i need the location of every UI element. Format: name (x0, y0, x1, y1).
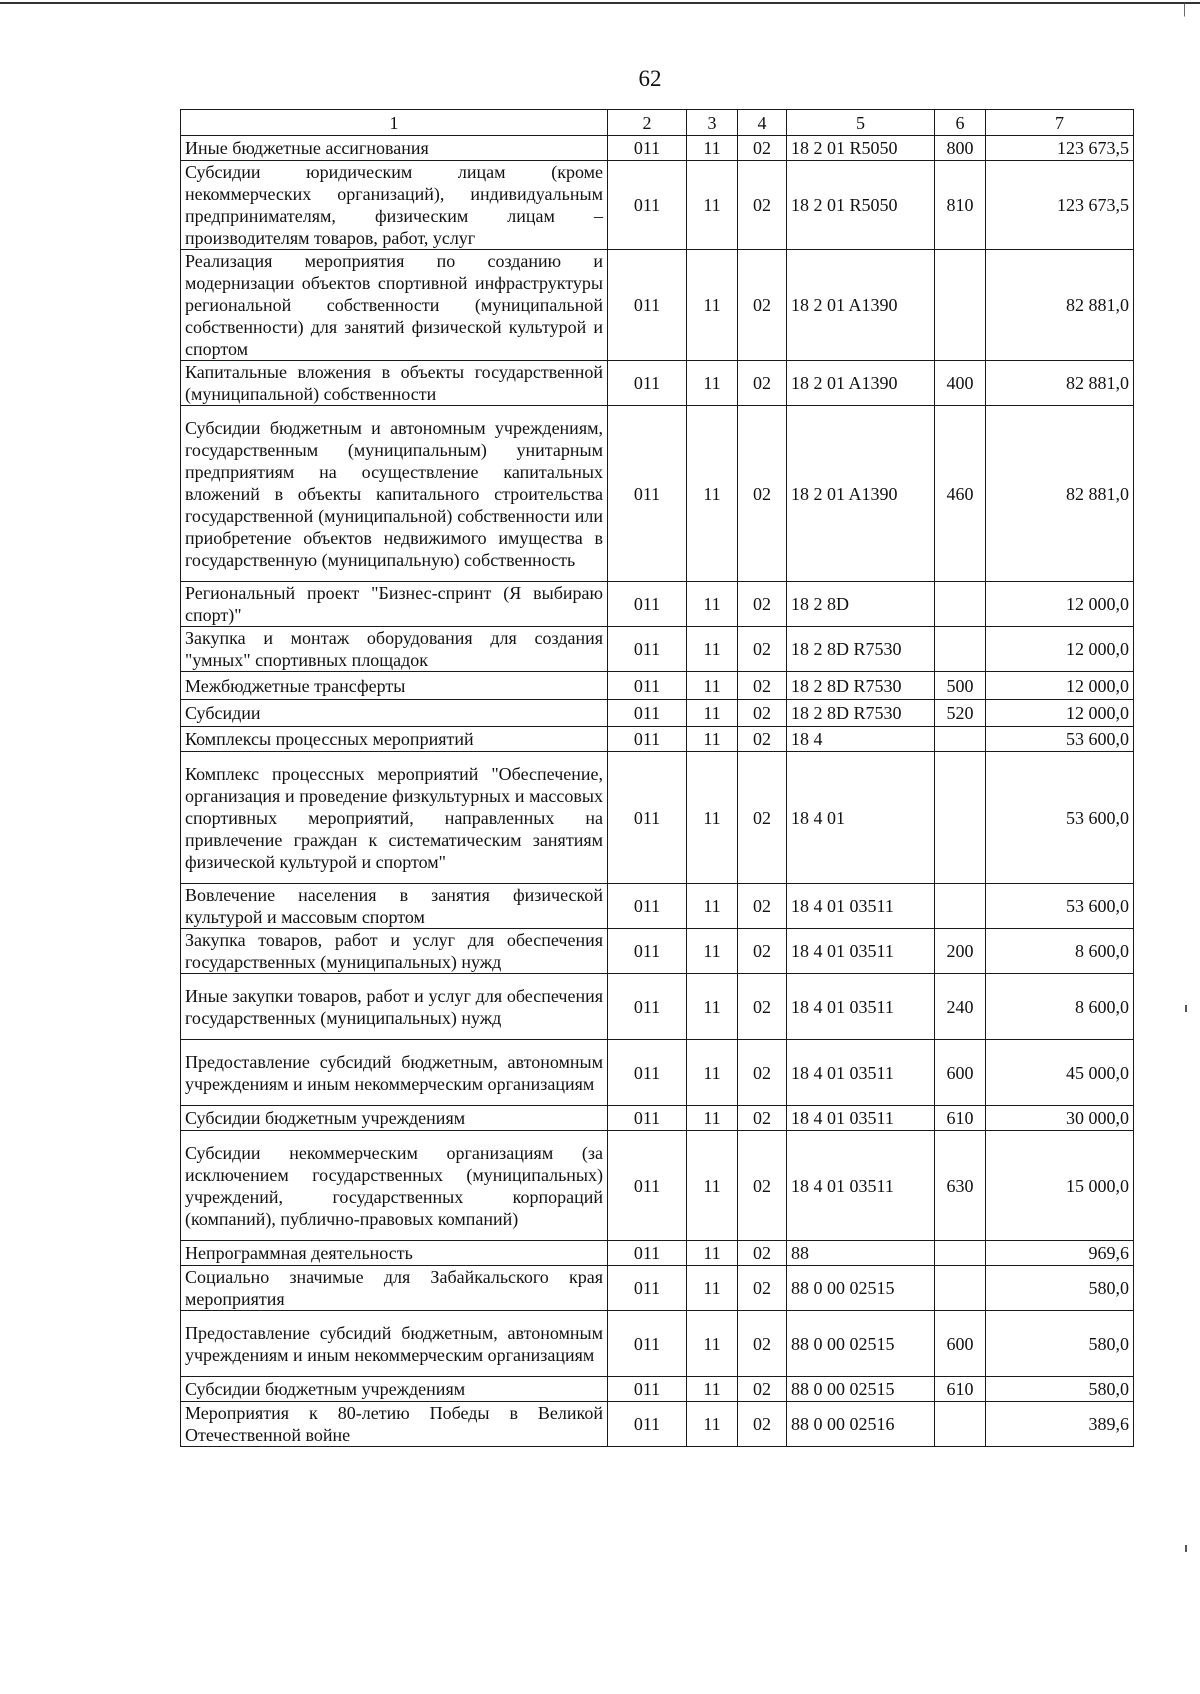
cell-col-5: 18 2 8D R7530 (787, 627, 935, 672)
cell-col-5: 18 2 8D R7530 (787, 672, 935, 700)
cell-col-7: 123 673,5 (986, 161, 1134, 250)
cell-col-4: 02 (738, 582, 787, 627)
table-row (181, 582, 1134, 627)
table-body (181, 136, 1134, 1447)
header-row (181, 110, 1134, 136)
cell-col-6 (935, 1402, 986, 1447)
cell-col-5: 88 0 00 02516 (787, 1402, 935, 1447)
row-label: Предоставление субсидий бюджетным, автономным учреждениям и иным некоммерческим организациям (181, 1040, 608, 1106)
row-label: Закупка и монтаж оборудования для создания "умных" спортивных площадок (181, 627, 608, 672)
cell-col-3: 11 (687, 250, 738, 361)
row-label: Закупка товаров, работ и услуг для обеспечения государственных (муниципальных) нужд (181, 929, 608, 974)
row-label: Субсидии юридическим лицам (кроме некоммерческих организаций), индивидуальным предпринимателям, физическим лицам – производителям товаров, работ, услуг (181, 161, 608, 250)
cell-col-2: 011 (608, 752, 687, 884)
cell-col-2: 011 (608, 884, 687, 929)
cell-col-6: 520 (935, 700, 986, 727)
cell-col-2: 011 (608, 406, 687, 582)
header-col-1: 1 (181, 110, 608, 136)
top-border-line (0, 2, 1200, 4)
row-label: Вовлечение населения в занятия физической культурой и массовым спортом (181, 884, 608, 929)
cell-col-4: 02 (738, 884, 787, 929)
cell-col-6: 800 (935, 136, 986, 161)
cell-col-6: 240 (935, 974, 986, 1040)
cell-col-2: 011 (608, 1311, 687, 1377)
cell-col-6 (935, 884, 986, 929)
cell-col-7: 82 881,0 (986, 250, 1134, 361)
cell-col-6 (935, 627, 986, 672)
cell-col-4: 02 (738, 1241, 787, 1266)
table-row (181, 1266, 1134, 1311)
cell-col-2: 011 (608, 1241, 687, 1266)
header-col-7: 7 (986, 110, 1134, 136)
cell-col-5: 18 2 01 R5050 (787, 161, 935, 250)
cell-col-5: 18 4 01 03511 (787, 974, 935, 1040)
scan-speck (1185, 1545, 1187, 1552)
cell-col-4: 02 (738, 627, 787, 672)
cell-col-5: 18 2 01 A1390 (787, 361, 935, 406)
row-label: Непрограммная деятельность (181, 1241, 608, 1266)
table-row (181, 250, 1134, 361)
cell-col-7: 580,0 (986, 1266, 1134, 1311)
cell-col-5: 18 2 01 R5050 (787, 136, 935, 161)
cell-col-5: 18 4 (787, 727, 935, 752)
cell-col-4: 02 (738, 727, 787, 752)
cell-col-6: 500 (935, 672, 986, 700)
cell-col-3: 11 (687, 752, 738, 884)
cell-col-7: 53 600,0 (986, 752, 1134, 884)
cell-col-7: 45 000,0 (986, 1040, 1134, 1106)
cell-col-5: 18 2 8D R7530 (787, 700, 935, 727)
row-label: Субсидии бюджетным и автономным учреждениям, государственным (муниципальным) унитарным предприятиям на осуществление капитальных вложений в объекты капитального строительства государственной (муниципальной) собственности или приобретение объектов недвижимого имущества в государственную (муниципальную) собственность (181, 406, 608, 582)
cell-col-4: 02 (738, 406, 787, 582)
page-number: 62 (638, 66, 662, 91)
cell-col-7: 580,0 (986, 1377, 1134, 1402)
cell-col-6 (935, 752, 986, 884)
cell-col-7: 53 600,0 (986, 884, 1134, 929)
cell-col-3: 11 (687, 929, 738, 974)
cell-col-3: 11 (687, 1311, 738, 1377)
cell-col-3: 11 (687, 361, 738, 406)
table-row (181, 1040, 1134, 1106)
cell-col-2: 011 (608, 1040, 687, 1106)
cell-col-5: 18 4 01 03511 (787, 884, 935, 929)
cell-col-7: 123 673,5 (986, 136, 1134, 161)
cell-col-7: 12 000,0 (986, 700, 1134, 727)
cell-col-7: 8 600,0 (986, 974, 1134, 1040)
cell-col-3: 11 (687, 136, 738, 161)
cell-col-5: 18 4 01 03511 (787, 1040, 935, 1106)
cell-col-5: 88 (787, 1241, 935, 1266)
cell-col-3: 11 (687, 582, 738, 627)
cell-col-6: 600 (935, 1311, 986, 1377)
row-label: Субсидии бюджетным учреждениям (181, 1106, 608, 1131)
cell-col-3: 11 (687, 1040, 738, 1106)
header-col-6: 6 (935, 110, 986, 136)
cell-col-5: 18 4 01 03511 (787, 1106, 935, 1131)
cell-col-5: 18 2 01 A1390 (787, 406, 935, 582)
table-row (181, 1311, 1134, 1377)
cell-col-2: 011 (608, 1106, 687, 1131)
cell-col-6 (935, 727, 986, 752)
cell-col-4: 02 (738, 929, 787, 974)
cell-col-2: 011 (608, 727, 687, 752)
row-label: Социально значимые для Забайкальского края мероприятия (181, 1266, 608, 1311)
row-label: Иные закупки товаров, работ и услуг для обеспечения государственных (муниципальных) нужд (181, 974, 608, 1040)
cell-col-6 (935, 582, 986, 627)
row-label: Субсидии (181, 700, 608, 727)
cell-col-5: 18 4 01 03511 (787, 929, 935, 974)
cell-col-5: 18 4 01 (787, 752, 935, 884)
table-row (181, 1241, 1134, 1266)
cell-col-6 (935, 250, 986, 361)
cell-col-5: 88 0 00 02515 (787, 1266, 935, 1311)
cell-col-4: 02 (738, 250, 787, 361)
cell-col-7: 12 000,0 (986, 582, 1134, 627)
cell-col-3: 11 (687, 1241, 738, 1266)
cell-col-4: 02 (738, 161, 787, 250)
cell-col-6: 600 (935, 1040, 986, 1106)
cell-col-7: 53 600,0 (986, 727, 1134, 752)
header-col-4: 4 (738, 110, 787, 136)
cell-col-2: 011 (608, 672, 687, 700)
cell-col-2: 011 (608, 136, 687, 161)
cell-col-4: 02 (738, 1266, 787, 1311)
cell-col-2: 011 (608, 1266, 687, 1311)
cell-col-3: 11 (687, 1106, 738, 1131)
cell-col-2: 011 (608, 1402, 687, 1447)
row-label: Субсидии некоммерческим организациям (за исключением государственных (муниципальных) учреждений, государственных корпораций (компаний), публично-правовых компаний) (181, 1131, 608, 1241)
cell-col-2: 011 (608, 161, 687, 250)
cell-col-5: 88 0 00 02515 (787, 1377, 935, 1402)
table-row (181, 1106, 1134, 1131)
cell-col-7: 8 600,0 (986, 929, 1134, 974)
header-col-5: 5 (787, 110, 935, 136)
table-row (181, 884, 1134, 929)
row-label: Межбюджетные трансферты (181, 672, 608, 700)
cell-col-4: 02 (738, 1131, 787, 1241)
cell-col-7: 12 000,0 (986, 672, 1134, 700)
cell-col-2: 011 (608, 700, 687, 727)
cell-col-4: 02 (738, 1377, 787, 1402)
cell-col-4: 02 (738, 1402, 787, 1447)
cell-col-7: 580,0 (986, 1311, 1134, 1377)
cell-col-3: 11 (687, 700, 738, 727)
cell-col-3: 11 (687, 1377, 738, 1402)
cell-col-5: 18 2 8D (787, 582, 935, 627)
cell-col-6: 460 (935, 406, 986, 582)
table-row (181, 136, 1134, 161)
cell-col-7: 82 881,0 (986, 361, 1134, 406)
cell-col-4: 02 (738, 974, 787, 1040)
cell-col-2: 011 (608, 582, 687, 627)
table-row (181, 727, 1134, 752)
cell-col-3: 11 (687, 1131, 738, 1241)
cell-col-4: 02 (738, 1040, 787, 1106)
cell-col-7: 15 000,0 (986, 1131, 1134, 1241)
table-row (181, 406, 1134, 582)
cell-col-6: 610 (935, 1106, 986, 1131)
cell-col-7: 969,6 (986, 1241, 1134, 1266)
cell-col-6: 630 (935, 1131, 986, 1241)
cell-col-7: 12 000,0 (986, 627, 1134, 672)
row-label: Капитальные вложения в объекты государственной (муниципальной) собственности (181, 361, 608, 406)
cell-col-5: 18 4 01 03511 (787, 1131, 935, 1241)
cell-col-7: 30 000,0 (986, 1106, 1134, 1131)
cell-col-3: 11 (687, 884, 738, 929)
table-row (181, 1377, 1134, 1402)
cell-col-7: 389,6 (986, 1402, 1134, 1447)
scan-speck (1185, 1005, 1187, 1012)
cell-col-4: 02 (738, 672, 787, 700)
corner-scan-mark: | (1183, 0, 1187, 17)
cell-col-6: 200 (935, 929, 986, 974)
table-row (181, 929, 1134, 974)
row-label: Региональный проект "Бизнес-спринт (Я выбираю спорт)" (181, 582, 608, 627)
row-label: Иные бюджетные ассигнования (181, 136, 608, 161)
header-col-3: 3 (687, 110, 738, 136)
cell-col-2: 011 (608, 361, 687, 406)
cell-col-7: 82 881,0 (986, 406, 1134, 582)
row-label: Субсидии бюджетным учреждениям (181, 1377, 608, 1402)
cell-col-3: 11 (687, 1266, 738, 1311)
cell-col-4: 02 (738, 1106, 787, 1131)
cell-col-6: 610 (935, 1377, 986, 1402)
row-label: Мероприятия к 80-летию Победы в Великой Отечественной войне (181, 1402, 608, 1447)
cell-col-6 (935, 1266, 986, 1311)
cell-col-5: 88 0 00 02515 (787, 1311, 935, 1377)
cell-col-4: 02 (738, 136, 787, 161)
cell-col-4: 02 (738, 361, 787, 406)
header-col-2: 2 (608, 110, 687, 136)
cell-col-3: 11 (687, 672, 738, 700)
cell-col-3: 11 (687, 1402, 738, 1447)
cell-col-2: 011 (608, 1377, 687, 1402)
cell-col-2: 011 (608, 627, 687, 672)
cell-col-3: 11 (687, 974, 738, 1040)
row-label: Комплекс процессных мероприятий "Обеспечение, организация и проведение физкультурных и массовых спортивных мероприятий, направленных на привлечение граждан к систематическим занятиям физической культурой и спортом" (181, 752, 608, 884)
cell-col-4: 02 (738, 1311, 787, 1377)
table-row (181, 752, 1134, 884)
table-row (181, 161, 1134, 250)
table-row (181, 1131, 1134, 1241)
cell-col-6: 400 (935, 361, 986, 406)
cell-col-6 (935, 1241, 986, 1266)
cell-col-3: 11 (687, 406, 738, 582)
cell-col-4: 02 (738, 752, 787, 884)
cell-col-3: 11 (687, 627, 738, 672)
table-row (181, 627, 1134, 672)
cell-col-2: 011 (608, 250, 687, 361)
row-label: Предоставление субсидий бюджетным, автономным учреждениям и иным некоммерческим организациям (181, 1311, 608, 1377)
cell-col-2: 011 (608, 1131, 687, 1241)
cell-col-6: 810 (935, 161, 986, 250)
row-label: Комплексы процессных мероприятий (181, 727, 608, 752)
cell-col-4: 02 (738, 700, 787, 727)
cell-col-2: 011 (608, 974, 687, 1040)
row-label: Реализация мероприятия по созданию и модернизации объектов спортивной инфраструктуры региональной собственности (муниципальной собственности) для занятий физической культурой и спортом (181, 250, 608, 361)
table-row (181, 361, 1134, 406)
cell-col-5: 18 2 01 A1390 (787, 250, 935, 361)
table-row (181, 672, 1134, 700)
table-row (181, 700, 1134, 727)
table-row (181, 1402, 1134, 1447)
table-row (181, 974, 1134, 1040)
cell-col-2: 011 (608, 929, 687, 974)
cell-col-3: 11 (687, 727, 738, 752)
budget-table (180, 109, 1134, 1447)
cell-col-3: 11 (687, 161, 738, 250)
